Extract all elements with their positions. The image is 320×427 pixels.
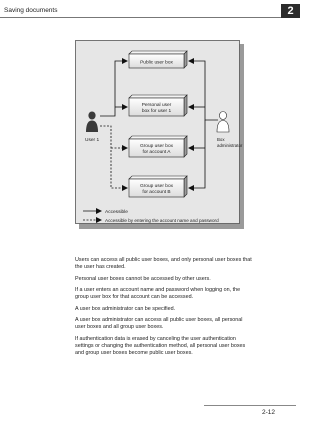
body-paragraph: A user box administrator can be specified. <box>75 305 176 312</box>
user-box-access-diagram <box>75 40 245 230</box>
footer-rule <box>204 405 296 406</box>
user-1-label: User 1 <box>85 138 100 143</box>
body-paragraph: If authentication data is erased by canceling the user authentication settings or changing the authentication method, all personal user boxes and group user boxes become public user boxes. <box>75 335 246 356</box>
body-paragraph: Users can access all public user boxes, and only personal user boxes that the user has created. <box>75 257 252 271</box>
legend-accessible-by-account-label: Accessible by entering the account name and password <box>105 217 219 223</box>
body-paragraph: If a user enters an account name and password when logging on, the group user box for that account can be accessed. <box>75 286 241 301</box>
header-rule <box>0 17 281 18</box>
group-a-label-line2: for account A <box>142 150 171 155</box>
header-title: Saving documents <box>4 7 58 14</box>
body-paragraph: Personal user boxes cannot be accessed by other users. <box>75 275 211 282</box>
personal-box-label-line1: Personal user <box>141 103 172 108</box>
personal-box-label-line2: box for user 1 <box>141 109 172 114</box>
group-b-label-line1: Group user box <box>139 184 174 189</box>
public-box-label: Public user box <box>140 60 173 66</box>
page-number: 2-12 <box>262 409 276 416</box>
admin-label-line1: Box <box>217 137 225 142</box>
admin-label-line2: administrator <box>217 143 243 148</box>
personal-user-box <box>129 95 187 116</box>
group-a-label-line1: Group user box <box>139 144 174 149</box>
chapter-number: 2 <box>281 4 300 18</box>
body-text <box>75 257 253 361</box>
body-paragraph: A user box administrator can access all public user boxes, all personal user boxes and all group user boxes. <box>75 316 243 331</box>
group-b-label-line2: for account B <box>142 190 171 195</box>
public-user-box <box>129 51 187 68</box>
legend-accessible-label: Accessible <box>105 209 128 215</box>
group-user-box-a <box>129 136 187 157</box>
group-user-box-b <box>129 176 187 197</box>
